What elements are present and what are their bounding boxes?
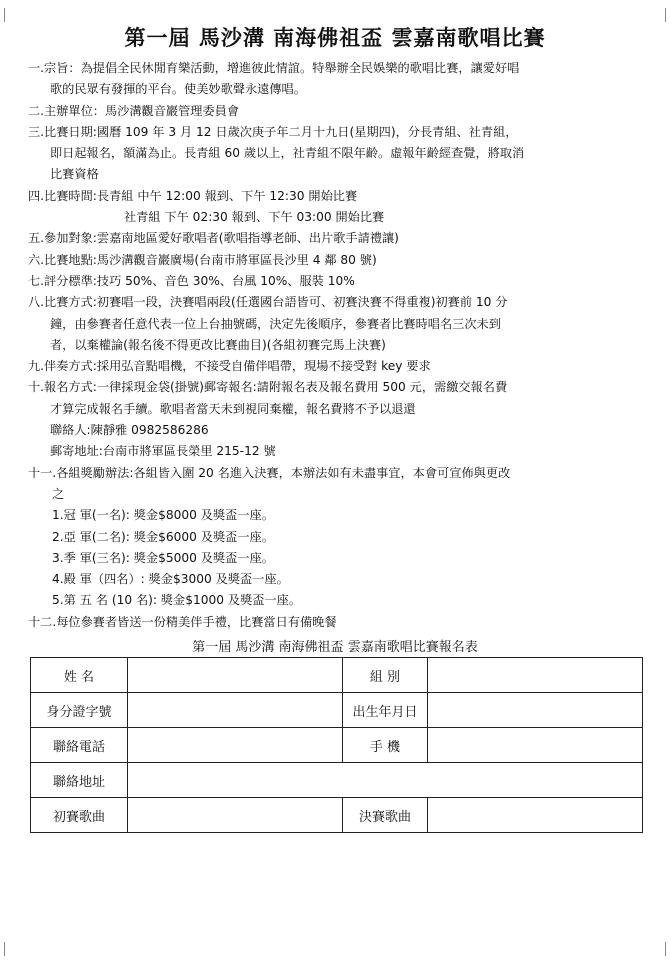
final-song-label: 決賽歌曲: [343, 798, 428, 833]
mailing-address: 郵寄地址:台南市將軍區長榮里 215-12 號: [50, 444, 276, 459]
rule-format-cont: 鐘，由參賽者任意代表一位上台抽號碼，決定先後順序，參賽者比賽時唱名三次未到: [50, 316, 501, 331]
id-number-label: 身分證字號: [31, 693, 128, 728]
rule-format-cont: 者，以棄權論(報名後不得更改比賽曲目)(各組初賽完馬上決賽): [50, 337, 386, 352]
prize-second: 2.亞 軍(二名): 獎金$6000 及獎盃一座。: [52, 529, 274, 544]
rule-time-cont: 社青組 下午 02:30 報到、下午 03:00 開始比賽: [124, 210, 385, 225]
table-row: [31, 763, 643, 798]
group-label: 組 別: [343, 658, 428, 693]
crop-mark: [4, 8, 19, 22]
rule-accompaniment: 九.伴奏方式:採用弘音點唱機，不接受自備伴唱帶，現場不接受對 key 要求: [28, 359, 431, 374]
address-label: 聯絡地址: [31, 763, 128, 798]
mobile-field[interactable]: [428, 728, 643, 763]
rule-date: 三.比賽日期:國曆 109 年 3 月 12 日歲次庚子年二月十九日(星期四)，分長青組、社青組，: [28, 124, 518, 139]
rule-date-cont: 即日起報名，額滿為止。長青組 60 歲以上，社青組不限年齡。虛報年齡經查覺，將取消: [50, 146, 525, 161]
address-field[interactable]: [128, 763, 643, 798]
mobile-label: 手 機: [343, 728, 428, 763]
id-number-field[interactable]: [128, 693, 343, 728]
rule-registration: 十.報名方式:一律採現金袋(掛號)郵寄報名:請附報名表及報名費用 500 元，需繳交報名費: [28, 380, 508, 395]
prelim-song-field[interactable]: [128, 798, 343, 833]
rule-gift: 十二.每位參賽者皆送一份精美伴手禮，比賽當日有備晚餐: [28, 614, 337, 629]
crop-mark: [651, 942, 666, 956]
form-title: 第一屆 馬沙溝 南海佛祖盃 雲嘉南歌唱比賽報名表: [192, 640, 478, 655]
final-song-field[interactable]: [428, 798, 643, 833]
rule-time: 四.比賽時間:長青組 中午 12:00 報到、下午 12:30 開始比賽: [28, 188, 358, 203]
rule-date-cont: 比賽資格: [50, 167, 99, 182]
rule-venue: 六.比賽地點:馬沙溝觀音巖廣場(台南市將軍區長沙里 4 鄰 80 號): [28, 252, 377, 267]
birth-date-field[interactable]: [428, 693, 643, 728]
document-title: 第一屆 馬沙溝 南海佛祖盃 雲嘉南歌唱比賽: [124, 26, 546, 50]
phone-field[interactable]: [128, 728, 343, 763]
crop-mark: [4, 942, 19, 956]
rule-awards-cont: 之: [52, 486, 65, 501]
prize-fifth: 5.第 五 名 (10 名): 獎金$1000 及獎盃一座。: [52, 593, 302, 608]
rule-purpose: 一.宗旨：為提倡全民休閒育樂活動，增進彼此情誼。特舉辦全民娛樂的歌唱比賽，讓愛好唱: [28, 61, 520, 75]
contact-person: 聯絡人:陳靜雅 0982586286: [50, 423, 209, 438]
prelim-song-label: 初賽歌曲: [31, 798, 128, 833]
rule-registration-cont: 才算完成報名手續。歌唱者當天未到視同棄權，報名費將不予以退還: [50, 401, 416, 416]
prize-first: 1.冠 軍(一名): 獎金$8000 及獎盃一座。: [52, 508, 274, 523]
rule-organizer: 二.主辦單位：馬沙溝觀音巖管理委員會: [28, 103, 240, 118]
name-label: 姓 名: [31, 658, 128, 693]
name-field[interactable]: [128, 658, 343, 693]
rule-eligibility: 五.參加對象:雲嘉南地區愛好歌唱者(歌唱指導老師、出片歌手請禮讓): [28, 231, 399, 246]
registration-form-table: [30, 657, 643, 833]
prize-fourth: 4.殿 軍（四名）: 獎金$3000 及獎盃一座。: [52, 572, 289, 587]
birth-date-label: 出生年月日: [343, 693, 428, 728]
rule-awards: 十一.各組獎勵辦法:各組皆入圍 20 名進入決賽，本辦法如有未盡事宜，本會可宣佈與更改: [28, 465, 511, 480]
rule-purpose-cont: 歌的民眾有發揮的平台。使美妙歌聲永遠傳唱。: [50, 82, 306, 97]
table-row: [31, 658, 643, 693]
table-row: [31, 728, 643, 763]
rules-section: [28, 58, 654, 633]
rule-format: 八.比賽方式:初賽唱一段，決賽唱兩段(任選國台語皆可、初賽決賽不得重複)初賽前 10 分: [28, 295, 508, 310]
crop-mark: [651, 8, 666, 22]
table-row: [31, 798, 643, 833]
phone-label: 聯絡電話: [31, 728, 128, 763]
rule-scoring: 七.評分標準:技巧 50%、音色 30%、台風 10%、服裝 10%: [28, 273, 355, 288]
table-row: [31, 693, 643, 728]
group-field[interactable]: [428, 658, 643, 693]
prize-third: 3.季 軍(三名): 獎金$5000 及獎盃一座。: [52, 550, 274, 565]
